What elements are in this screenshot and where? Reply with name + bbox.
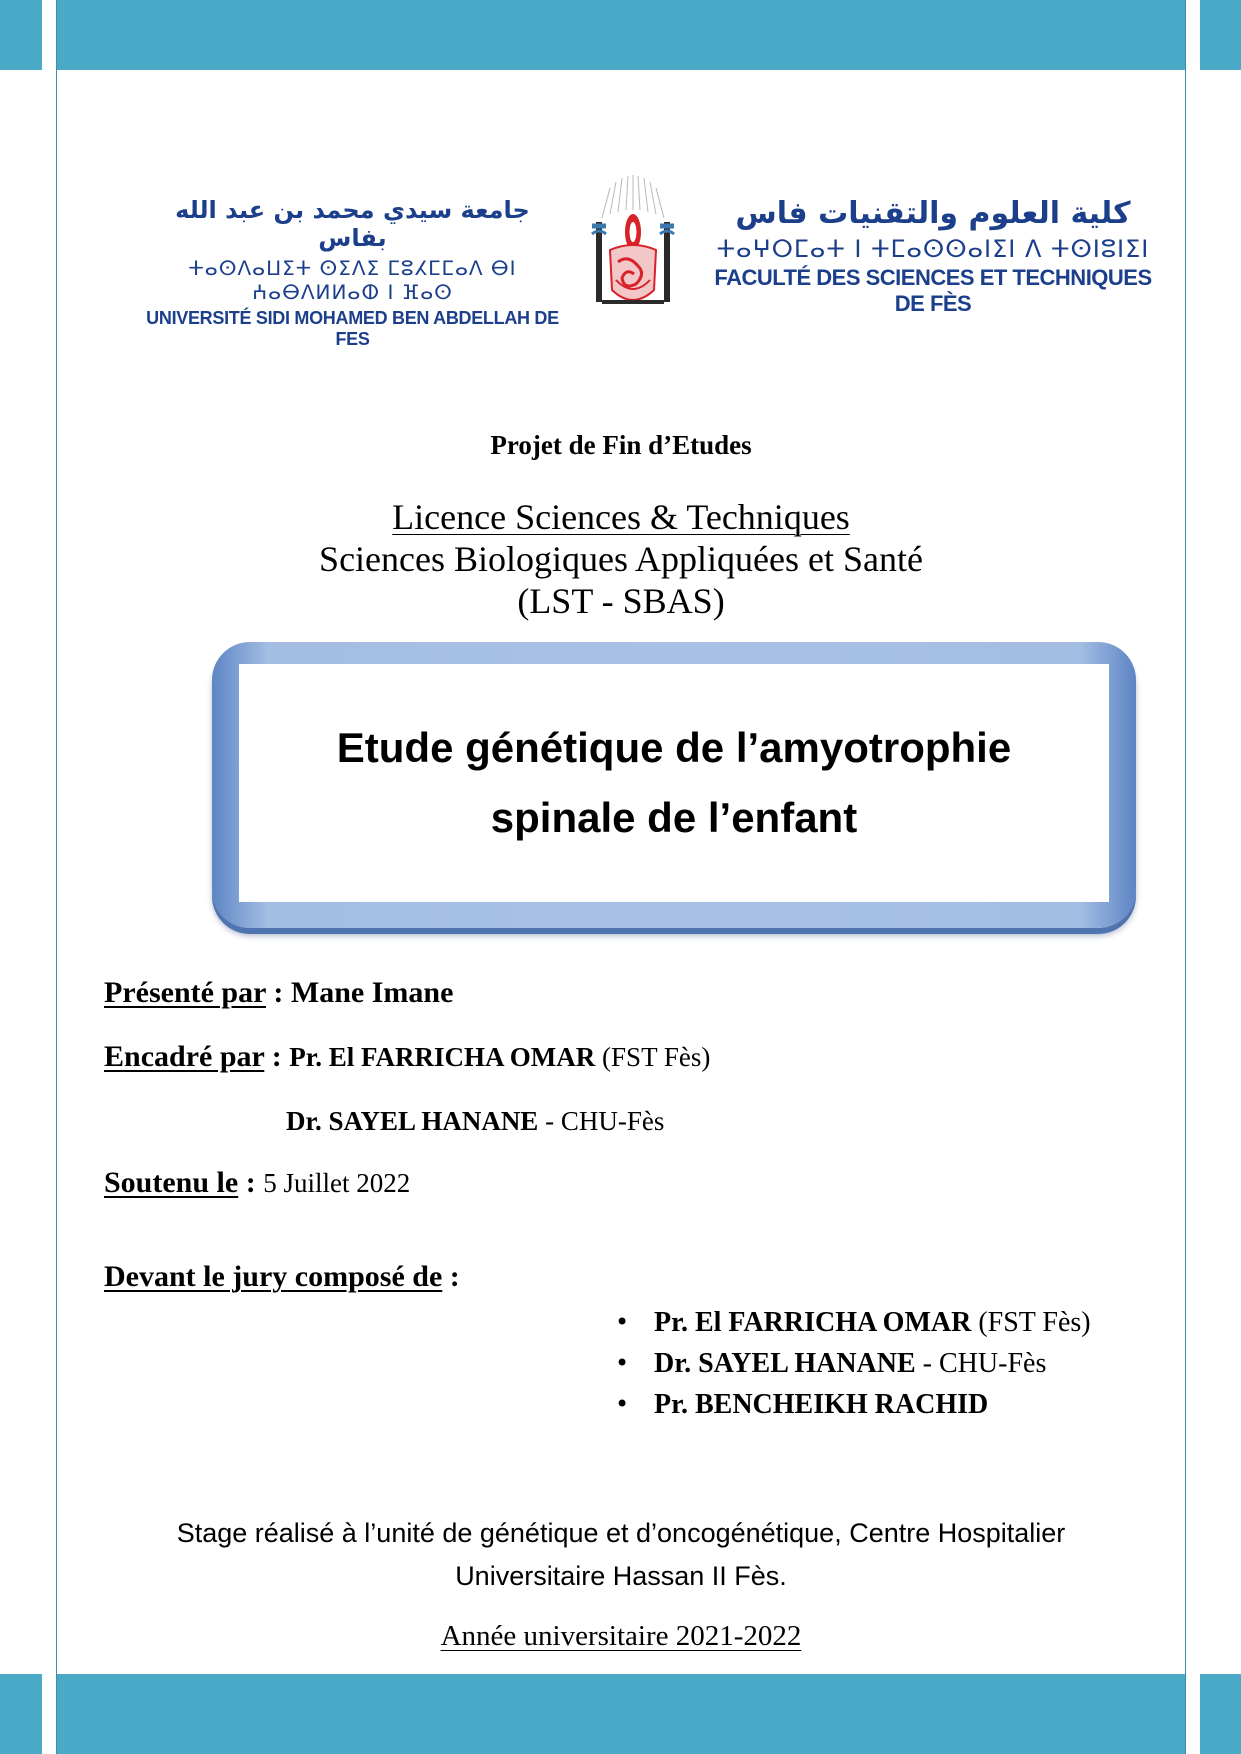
jury-member [615,1343,1091,1384]
jury-heading [104,1260,460,1294]
supervised-by-line [104,1040,710,1074]
internship-note [56,1512,1186,1598]
left-margin-strip [42,0,56,1754]
university-name-tifinagh: ⵜⴰⵙⴷⴰⵡⵉⵜ ⵙⵉⴷⵉ ⵎⵓⵃⵎⵎⴰⴷ ⴱⵏ ⵄⴰⴱⴷⵍⵍⴰⵀ ⵏ ⴼⴰⵙ [188,256,517,304]
internship-line-1: Stage réalisé à l’unité de génétique et d’oncogénétique, Centre Hospitalier [176,1518,1066,1548]
presented-by-separator: : [265,976,291,1009]
jury-separator: : [442,1260,460,1293]
faculty-name-arabic: كلية العلوم والتقنيات فاس [735,196,1131,231]
defense-date: 5 Juillet 2022 [263,1168,411,1198]
supervised-by-label: Encadré par [104,1040,265,1073]
thesis-title-line-2: spinale de l’enfant [490,794,858,841]
project-label: Projet de Fin d’Etudes [490,430,752,460]
page-bottom-band [57,1674,1185,1754]
supervisor-1-affiliation: (FST Fès) [595,1042,711,1072]
jury-member-name: Pr. BENCHEIKH RACHID [654,1389,989,1420]
program-line-2: Sciences Biologiques Appliquées et Santé [319,539,923,579]
page-top-band [57,0,1185,70]
defended-on-line [104,1166,410,1200]
presented-by-line [104,976,453,1010]
jury-label: Devant le jury composé de [104,1260,443,1293]
defended-on-separator: : [238,1166,264,1199]
jury-member [615,1302,1091,1343]
faculty-name-french: FACULTÉ DES SCIENCES ET TECHNIQUES DE FÈS [714,265,1152,316]
jury-member [615,1384,1091,1425]
program-line-3: (LST - SBAS) [517,581,725,621]
title-box [212,642,1136,928]
presenter-name: Mane Imane [290,976,454,1009]
academic-year: Année universitaire 2021-2022 [440,1620,802,1652]
supervisor-1-name: Pr. El FARRICHA OMAR [289,1042,596,1072]
right-margin-strip [1186,0,1200,1754]
jury-member-name: Dr. SAYEL HANANE [654,1348,916,1379]
jury-member-name: Pr. El FARRICHA OMAR [654,1307,972,1338]
faculty-logo-text [698,196,1168,317]
university-name-arabic: جامعة سيدي محمد بن عبد الله بفاس [175,196,530,252]
title-box-inner [239,664,1109,902]
jury-member-affiliation: (FST Fès) [971,1307,1091,1338]
jury-list [615,1302,1091,1425]
supervisor-2-line [286,1106,664,1137]
thesis-title-line-1: Etude génétique de l’amyotrophie [336,724,1012,771]
defended-on-label: Soutenu le [104,1166,239,1199]
jury-member-affiliation: - CHU-Fès [915,1348,1047,1379]
university-name-french: UNIVERSITÉ SIDI MOHAMED BEN ABDELLAH DE FES [146,308,559,349]
university-logo-text [140,196,565,350]
program-line-1: Licence Sciences & Techniques [392,497,850,537]
faculty-name-tifinagh: ⵜⴰⵖⵔⵎⴰⵜ ⵏ ⵜⵎⴰⵙⵙⴰⵏⵉⵏ ⴷ ⵜⵙⵏⵓⵏⵉⵏ [716,235,1150,263]
supervised-by-separator: : [264,1040,290,1073]
university-crest-icon [588,170,678,320]
internship-line-2: Universitaire Hassan II Fès. [455,1561,787,1591]
thesis-title [337,713,1011,853]
presented-by-label: Présenté par [104,976,266,1009]
supervisor-2-name: Dr. SAYEL HANANE [286,1106,539,1136]
supervisor-2-affiliation: - CHU-Fès [538,1106,665,1136]
